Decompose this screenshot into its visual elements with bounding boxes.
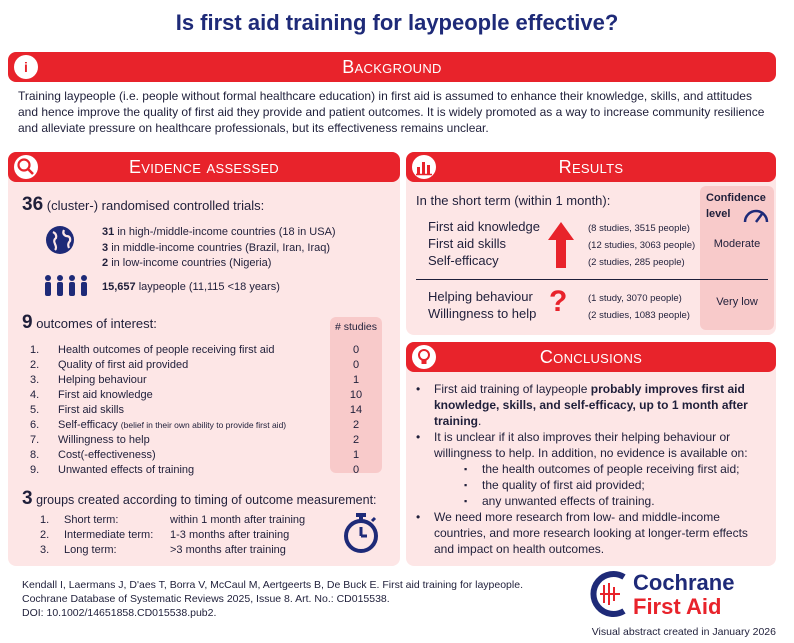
citation-line-1: Kendall I, Laermans J, D'aes T, Borra V, McCaul M, Aertgeerts B, De Buck E. First aid training for laypeople. (22, 579, 523, 591)
list-item: 7. Willingness to help (30, 434, 150, 446)
outcomes-text: outcomes of interest: (36, 316, 157, 331)
list-item: 2. Quality of first aid provided (30, 359, 189, 371)
timing-label: Intermediate term: (64, 529, 154, 541)
evidence-header (8, 152, 400, 182)
timing-value: within 1 month after training (170, 514, 306, 526)
result-stats: (8 studies, 3515 people) (588, 223, 690, 234)
timing-value: >3 months after training (170, 544, 286, 556)
background-text: Training laypeople (i.e. people without formal healthcare education) in first aid is assumed to enhance their knowledge, skills, and attitudes and hence improve the quality of first aid they provide and patient outcomes. It is widely promoted as a way to increase community resilience and alleviate pressure on healthcare professionals, but its effectiveness remains unclear. (18, 89, 765, 135)
arrow-up-icon (548, 222, 574, 273)
people-icon (42, 274, 92, 301)
country-item-middle: 3 in middle-income countries (Brazil, Iran, Iraq) (102, 241, 331, 254)
study-count: 2 (352, 419, 360, 431)
logo-text-first-aid: First Aid (633, 594, 722, 619)
list-item: 9. Unwanted effects of training (30, 464, 195, 476)
globe-icon (44, 224, 76, 261)
study-count: 10 (349, 389, 363, 401)
conclusion-item: • We need more research from low- and middle-income countries, and more research looking at longer-term effects and impact on health outcomes. (416, 510, 748, 556)
list-item: 8. Cost(-effectiveness) (30, 449, 156, 461)
country-item-low: 2 in low-income countries (Nigeria) (102, 257, 272, 269)
groups-text: groups created according to timing of outcome measurement: (36, 493, 377, 507)
created-date: Visual abstract created in January 2026 (591, 626, 776, 638)
result-label: Willingness to help (428, 306, 537, 321)
list-item: 3. Helping behaviour (30, 374, 147, 386)
confidence-moderate: Moderate (713, 238, 761, 250)
results-divider (416, 279, 768, 280)
confidence-very-low: Very low (716, 296, 758, 308)
timing-value: 1-3 months after training (170, 529, 290, 541)
result-stats: (2 studies, 1083 people) (588, 310, 690, 321)
conclusion-subitem: ▪ the health outcomes of people receiving first aid; (464, 462, 740, 476)
studies-header: # studies (334, 321, 378, 333)
conclusion-item: • It is unclear if it also improves their helping behaviour or willingness to help. In addition, no evidence is available on: (416, 430, 748, 460)
result-label: Self-efficacy (428, 253, 499, 268)
cochrane-logo-icon (590, 569, 630, 624)
outcomes-summary (22, 312, 157, 334)
timing-label: Short term: (64, 514, 119, 526)
result-stats: (12 studies, 3063 people) (588, 240, 696, 251)
result-stats: (1 study, 3070 people) (588, 293, 682, 304)
study-count: 1 (352, 449, 360, 461)
conclusions-list (414, 381, 770, 557)
people-summary: 15,657 laypeople (11,115 <18 years) (102, 281, 280, 293)
groups-summary (22, 488, 377, 510)
trials-summary (22, 194, 264, 216)
question-mark-icon: ? (549, 285, 568, 318)
timing-label: Long term: (64, 544, 117, 556)
list-item: 4. First aid knowledge (30, 389, 153, 401)
study-count: 0 (352, 464, 360, 476)
result-label: First aid knowledge (428, 219, 540, 234)
trials-text: (cluster-) randomised controlled trials: (46, 198, 265, 213)
list-item: 5. First aid skills (30, 404, 125, 416)
study-count: 2 (352, 434, 360, 446)
trials-number: 36 (22, 194, 44, 215)
stopwatch-icon (342, 512, 380, 559)
list-item: 3. (40, 544, 50, 556)
background-header (8, 52, 776, 82)
conclusion-subitem: ▪ the quality of first aid provided; (464, 478, 645, 492)
list-item: 1. (40, 514, 50, 526)
page-title: Is first aid training for laypeople effective? (175, 10, 619, 35)
conclusions-header-label: Conclusions (539, 347, 643, 367)
citation-line-3: DOI: 10.1002/14651858.CD015538.pub2. (22, 607, 217, 619)
conclusion-subitem: ▪ any unwanted effects of training. (464, 494, 655, 508)
background-header-label: Background (342, 57, 442, 77)
result-label: Helping behaviour (428, 289, 533, 304)
country-item-high: 31 in high-/middle-income countries (18 in USA) (102, 226, 336, 238)
result-stats: (2 studies, 285 people) (588, 257, 685, 268)
list-item: 6. Self-efficacy (belief in their own ability to provide first aid) (30, 419, 287, 431)
logo-text-cochrane: Cochrane (633, 570, 735, 595)
conclusion-item: • First aid training of laypeople probably improves first aid knowledge, skills, and self-efficacy, up to 1 month after training. (416, 382, 748, 428)
study-count: 14 (349, 404, 363, 416)
gauge-icon (742, 206, 770, 229)
results-header-label: Results (558, 157, 624, 177)
citation-line-2: Cochrane Database of Systematic Reviews 2025, Issue 8. Art. No.: CD015538. (22, 593, 390, 605)
evidence-header-label: Evidence assessed (129, 157, 279, 177)
conclusions-header (406, 342, 776, 372)
list-item: 1. Health outcomes of people receiving first aid (30, 344, 275, 356)
timing-list (0, 514, 340, 560)
study-count: 0 (352, 359, 360, 371)
outcomes-list (0, 343, 400, 483)
outcomes-number: 9 (22, 312, 33, 333)
groups-number: 3 (22, 488, 33, 509)
short-term-label: In the short term (within 1 month): (416, 193, 611, 208)
list-item: 2. (40, 529, 50, 541)
study-count: 1 (352, 374, 360, 386)
citation (22, 578, 582, 620)
results-header (406, 152, 776, 182)
countries-list (102, 225, 336, 272)
study-count: 0 (352, 344, 360, 356)
info-icon: i (14, 55, 38, 79)
result-label: First aid skills (428, 236, 507, 251)
confidence-header: Confidence level (706, 192, 766, 220)
